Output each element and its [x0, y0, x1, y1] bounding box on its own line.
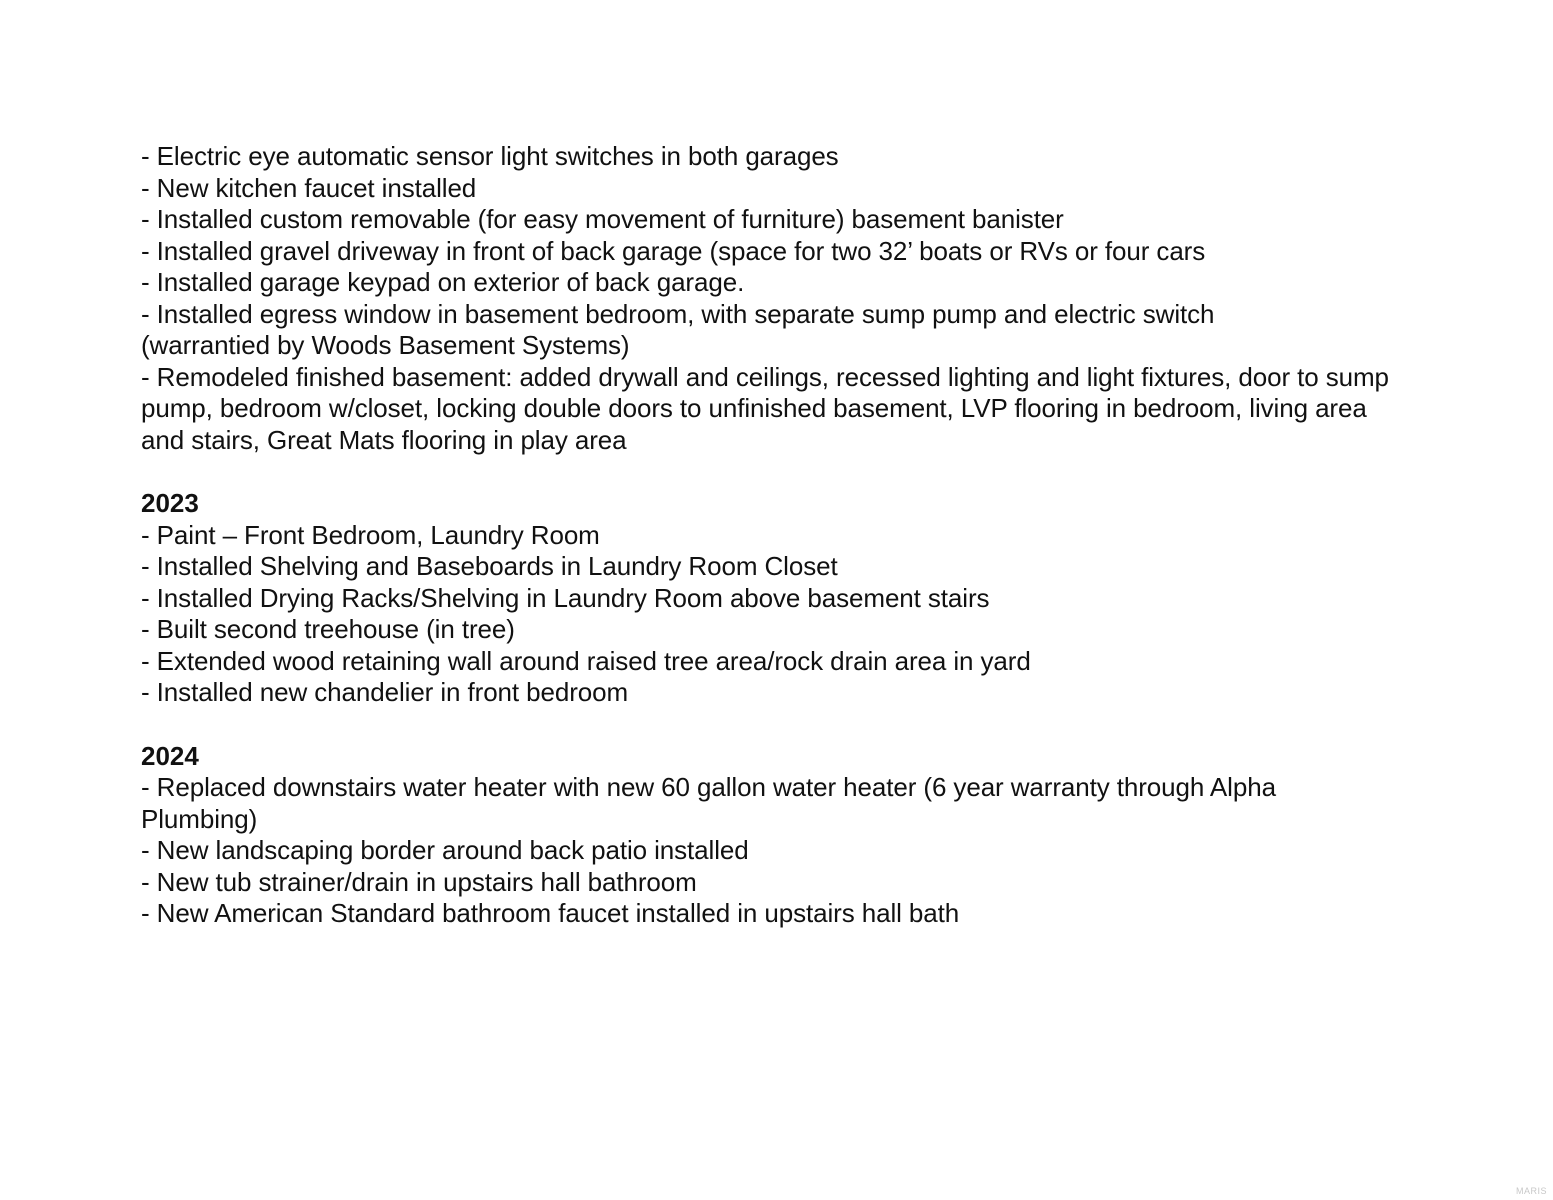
list-item: - Installed garage keypad on exterior of back garage. [141, 267, 745, 297]
list-item: - Paint – Front Bedroom, Laundry Room [141, 519, 600, 550]
list-item: - New kitchen faucet installed [141, 172, 477, 203]
document-body [141, 141, 1431, 930]
list-item: - Remodeled finished basement: added drywall and ceilings, recessed lighting and light fixtures, door to sump pump, bedroom w/closet, locking double doors to unfinished basement, LVP flooring in bedroom, living area and stairs, Great Mats flooring in play area [141, 361, 1389, 455]
list-item: - Installed new chandelier in front bedroom [141, 677, 629, 707]
list-item: - Installed custom removable (for easy movement of furniture) basement banister [141, 204, 1064, 234]
intro-list [141, 141, 1431, 456]
section-2024 [141, 741, 1431, 930]
list-item: - New American Standard bathroom faucet installed in upstairs hall bath [141, 898, 960, 928]
list-item: - Installed Shelving and Baseboards in Laundry Room Closet [141, 551, 838, 581]
list-item: - Extended wood retaining wall around raised tree area/rock drain area in yard [141, 645, 1031, 676]
list-item: - New landscaping border around back patio installed [141, 835, 749, 865]
list-item: - Electric eye automatic sensor light switches in both garages [141, 141, 839, 171]
list-item: - Replaced downstairs water heater with new 60 gallon water heater (6 year warranty through Alpha Plumbing) [141, 772, 1276, 834]
list-item: - Installed gravel driveway in front of back garage (space for two 32’ boats or RVs or four cars [141, 235, 1206, 266]
list-item: - New tub strainer/drain in upstairs hall bathroom [141, 866, 697, 897]
list-item: - Installed Drying Racks/Shelving in Laundry Room above basement stairs [141, 582, 990, 613]
watermark: MARIS [1515, 1186, 1547, 1196]
section-2023 [141, 488, 1431, 709]
list-item: - Installed egress window in basement bedroom, with separate sump pump and electric switch (warrantied by Woods Basement Systems) [141, 298, 1215, 360]
section-heading-2024: 2024 [141, 740, 199, 771]
list-item: - Built second treehouse (in tree) [141, 614, 515, 644]
section-heading-2023: 2023 [141, 488, 199, 518]
